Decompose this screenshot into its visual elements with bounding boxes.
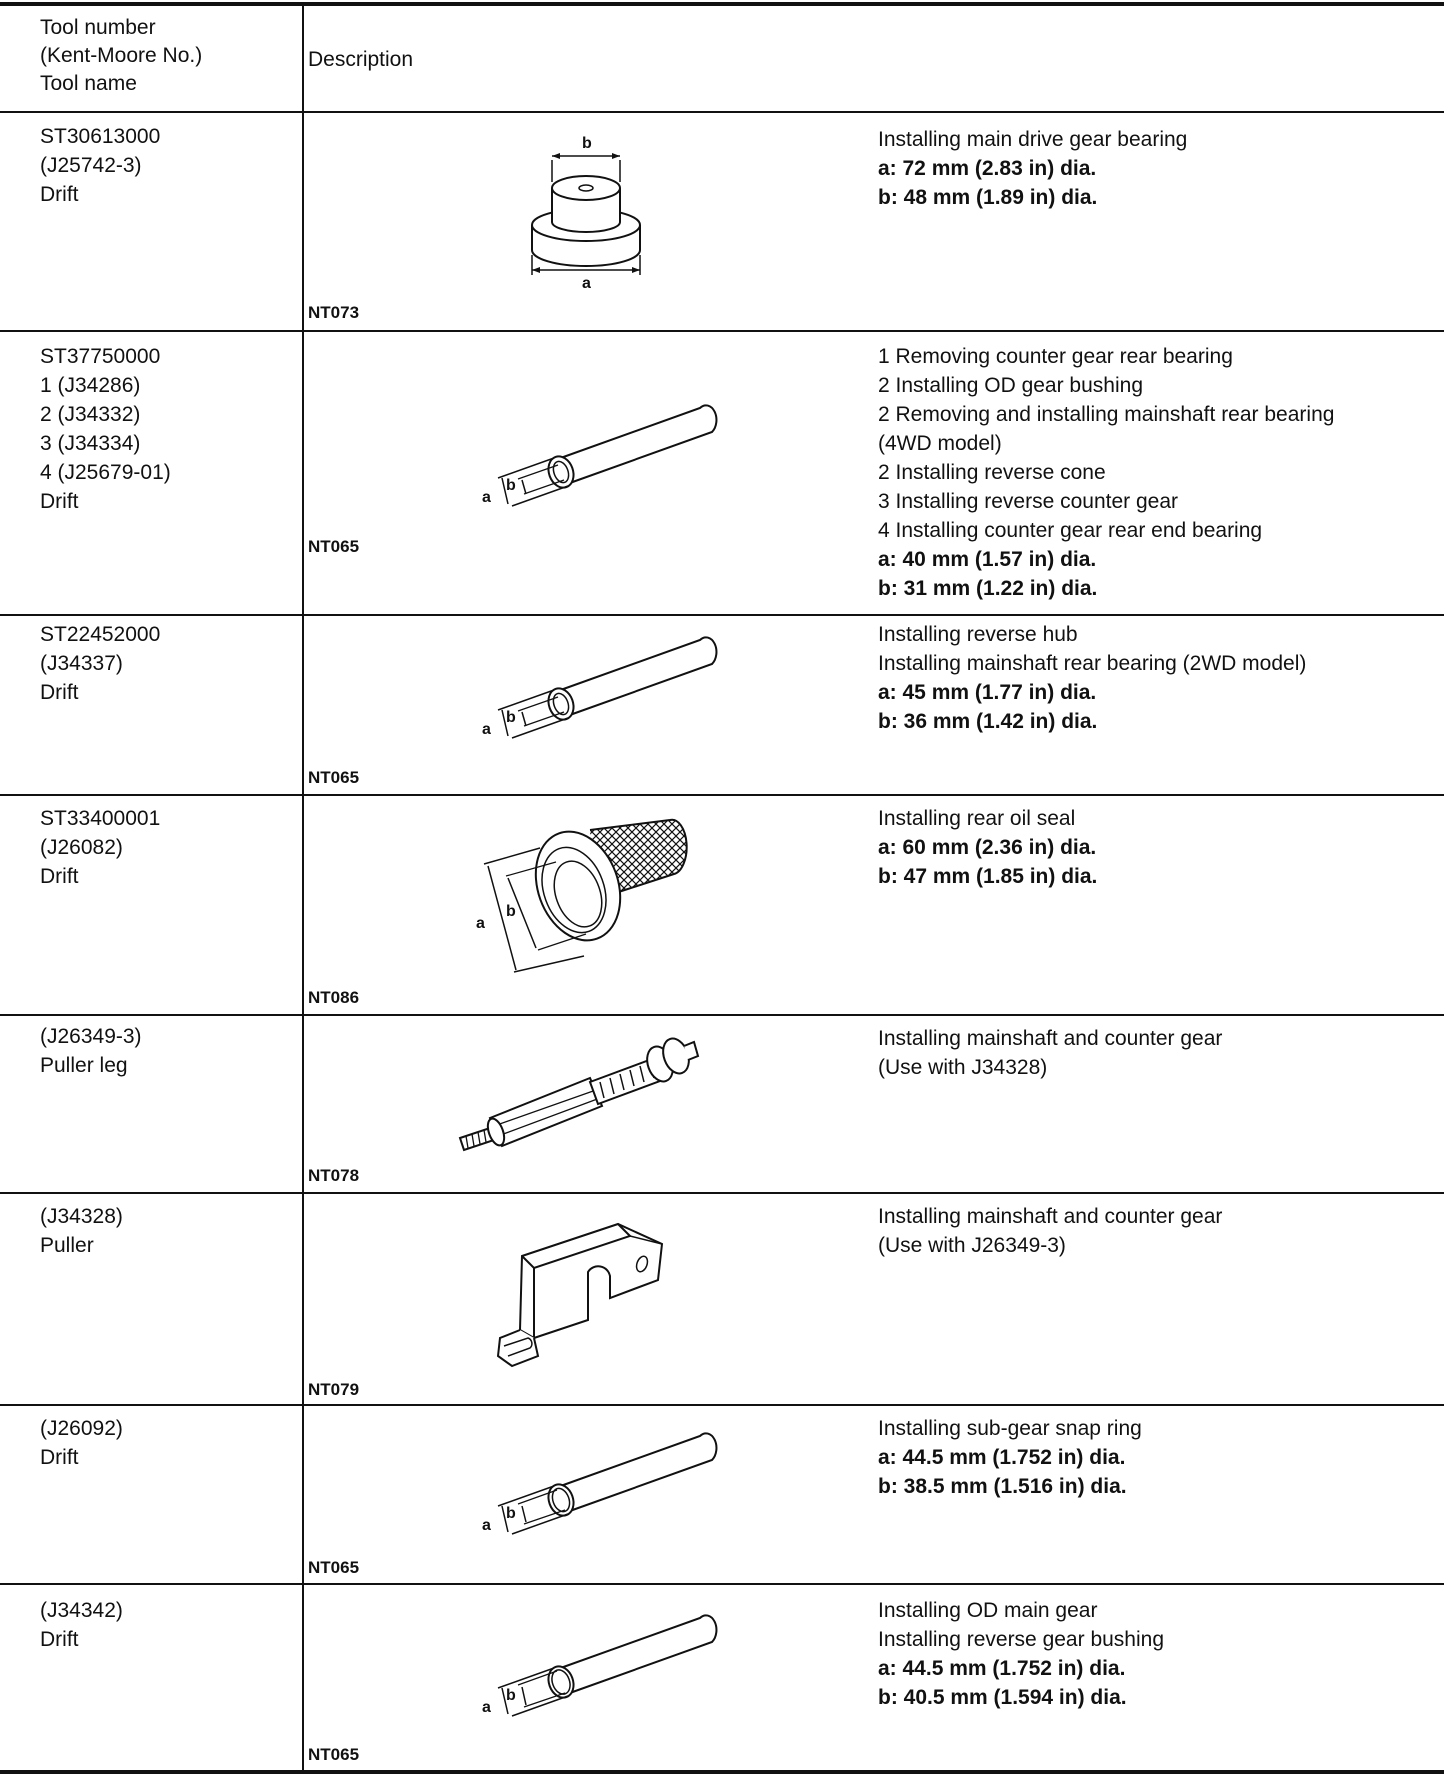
kent-moore-number: 1 (J34286): [40, 374, 141, 397]
seal-drift-illustration: [460, 812, 720, 982]
description-line: 2 Installing reverse cone: [878, 461, 1106, 484]
tool-number: ST30613000: [40, 125, 161, 148]
description-line: Installing main drive gear bearing: [878, 128, 1188, 151]
kent-moore-number: (J26092): [40, 1417, 123, 1440]
header-line: Tool name: [40, 72, 137, 95]
label-b: b: [506, 1687, 516, 1704]
tool-cell: [40, 804, 160, 891]
kent-moore-number: (J34342): [40, 1599, 123, 1622]
description-line: (Use with J34328): [878, 1056, 1048, 1079]
row-divider: [0, 794, 1444, 796]
kent-moore-number: (J26082): [40, 836, 123, 859]
description-line: Installing reverse hub: [878, 623, 1078, 646]
tool-cell: [40, 1596, 123, 1654]
figure-code: NT065: [308, 537, 360, 556]
tool-name: Drift: [40, 1628, 79, 1651]
dimension-b: b: 31 mm (1.22 in) dia.: [878, 577, 1098, 600]
description-cell: [878, 1414, 1142, 1501]
description-cell: [878, 342, 1334, 603]
row-divider: [0, 330, 1444, 332]
tube-drift-illustration: [450, 622, 730, 752]
tool-cell: [40, 1202, 123, 1260]
tube-drift-illustration: [450, 1600, 730, 1730]
description-line: 2 Installing OD gear bushing: [878, 374, 1143, 397]
dimension-b: b: 48 mm (1.89 in) dia.: [878, 186, 1098, 209]
description-line: Installing mainshaft and counter gear: [878, 1027, 1223, 1050]
row-divider: [0, 1192, 1444, 1194]
dimension-a: a: 44.5 mm (1.752 in) dia.: [878, 1446, 1126, 1469]
dimension-a: a: 44.5 mm (1.752 in) dia.: [878, 1657, 1126, 1680]
figure-code: NT078: [308, 1166, 360, 1185]
dimension-a: a: 45 mm (1.77 in) dia.: [878, 681, 1097, 704]
description-line: 1 Removing counter gear rear bearing: [878, 345, 1233, 368]
puller-leg-illustration: [450, 1026, 720, 1156]
figure-code: NT065: [308, 1745, 360, 1764]
label-b: b: [506, 1505, 516, 1522]
figure-code: NT086: [308, 988, 360, 1007]
tube-drift-illustration: [450, 390, 730, 520]
dimension-b: b: 47 mm (1.85 in) dia.: [878, 865, 1098, 888]
row-divider: [0, 1014, 1444, 1016]
kent-moore-number: (J26349-3): [40, 1025, 142, 1048]
description-cell: [878, 1024, 1222, 1082]
tool-name: Drift: [40, 865, 79, 888]
tool-name: Puller leg: [40, 1054, 128, 1077]
header-line: (Kent-Moore No.): [40, 44, 203, 67]
label-b: b: [506, 903, 516, 920]
dimension-a: a: 40 mm (1.57 in) dia.: [878, 548, 1097, 571]
label-a: a: [582, 275, 591, 292]
header-line: Tool number: [40, 16, 156, 39]
dimension-b: b: 36 mm (1.42 in) dia.: [878, 710, 1098, 733]
description-line: 4 Installing counter gear rear end bearing: [878, 519, 1263, 542]
tool-cell: [40, 1022, 142, 1080]
row-divider: [0, 1583, 1444, 1585]
description-cell: [878, 1202, 1222, 1260]
column-divider: [302, 4, 304, 1772]
description-cell: [878, 620, 1306, 736]
table-bottom-rule: [0, 1770, 1444, 1774]
description-cell: [878, 125, 1187, 212]
kent-moore-number: (J34328): [40, 1205, 123, 1228]
description-line: Installing rear oil seal: [878, 807, 1076, 830]
figure-code: NT065: [308, 1558, 360, 1577]
label-a: a: [482, 721, 491, 738]
label-b: b: [506, 477, 516, 494]
description-line: (4WD model): [878, 432, 1002, 455]
label-b: b: [582, 135, 592, 152]
kent-moore-number: 2 (J34332): [40, 403, 141, 426]
table-top-rule: [0, 2, 1444, 6]
tool-cell: [40, 122, 160, 209]
kent-moore-number: 3 (J34334): [40, 432, 141, 455]
tool-name: Drift: [40, 490, 79, 513]
kent-moore-number: 4 (J25679-01): [40, 461, 171, 484]
puller-illustration: [490, 1210, 670, 1370]
label-a: a: [482, 1699, 491, 1716]
description-line: 2 Removing and installing mainshaft rear bearing: [878, 403, 1335, 426]
description-line: Installing sub-gear snap ring: [878, 1417, 1142, 1440]
stepped-drift-illustration: [520, 130, 660, 290]
label-a: a: [482, 489, 491, 506]
tool-number: ST33400001: [40, 807, 161, 830]
header-description: Description: [308, 48, 414, 71]
figure-code: NT065: [308, 768, 360, 787]
label-a: a: [482, 1517, 491, 1534]
figure-code: NT073: [308, 303, 360, 322]
tube-drift-illustration: [450, 1418, 730, 1548]
tool-name: Drift: [40, 681, 79, 704]
description-line: Installing mainshaft rear bearing (2WD model): [878, 652, 1307, 675]
description-cell: [878, 1596, 1164, 1712]
description-line: 3 Installing reverse counter gear: [878, 490, 1178, 513]
tool-cell: [40, 342, 171, 516]
tool-name: Puller: [40, 1234, 94, 1257]
dimension-a: a: 60 mm (2.36 in) dia.: [878, 836, 1097, 859]
tool-name: Drift: [40, 183, 79, 206]
row-divider: [0, 1404, 1444, 1406]
label-b: b: [506, 709, 516, 726]
description-line: Installing OD main gear: [878, 1599, 1098, 1622]
dimension-b: b: 40.5 mm (1.594 in) dia.: [878, 1686, 1127, 1709]
row-divider: [0, 614, 1444, 616]
dimension-a: a: 72 mm (2.83 in) dia.: [878, 157, 1097, 180]
dimension-b: b: 38.5 mm (1.516 in) dia.: [878, 1475, 1127, 1498]
tool-cell: [40, 1414, 123, 1472]
description-line: Installing reverse gear bushing: [878, 1628, 1165, 1651]
tool-number: ST22452000: [40, 623, 161, 646]
description-line: Installing mainshaft and counter gear: [878, 1205, 1223, 1228]
tool-number: ST37750000: [40, 345, 161, 368]
header-tool-column: [40, 14, 202, 98]
description-line: (Use with J26349-3): [878, 1234, 1066, 1257]
kent-moore-number: (J25742-3): [40, 154, 142, 177]
tool-name: Drift: [40, 1446, 79, 1469]
header-bottom-rule: [0, 111, 1444, 113]
tool-cell: [40, 620, 160, 707]
label-a: a: [476, 915, 485, 932]
figure-code: NT079: [308, 1380, 360, 1399]
description-cell: [878, 804, 1097, 891]
kent-moore-number: (J34337): [40, 652, 123, 675]
